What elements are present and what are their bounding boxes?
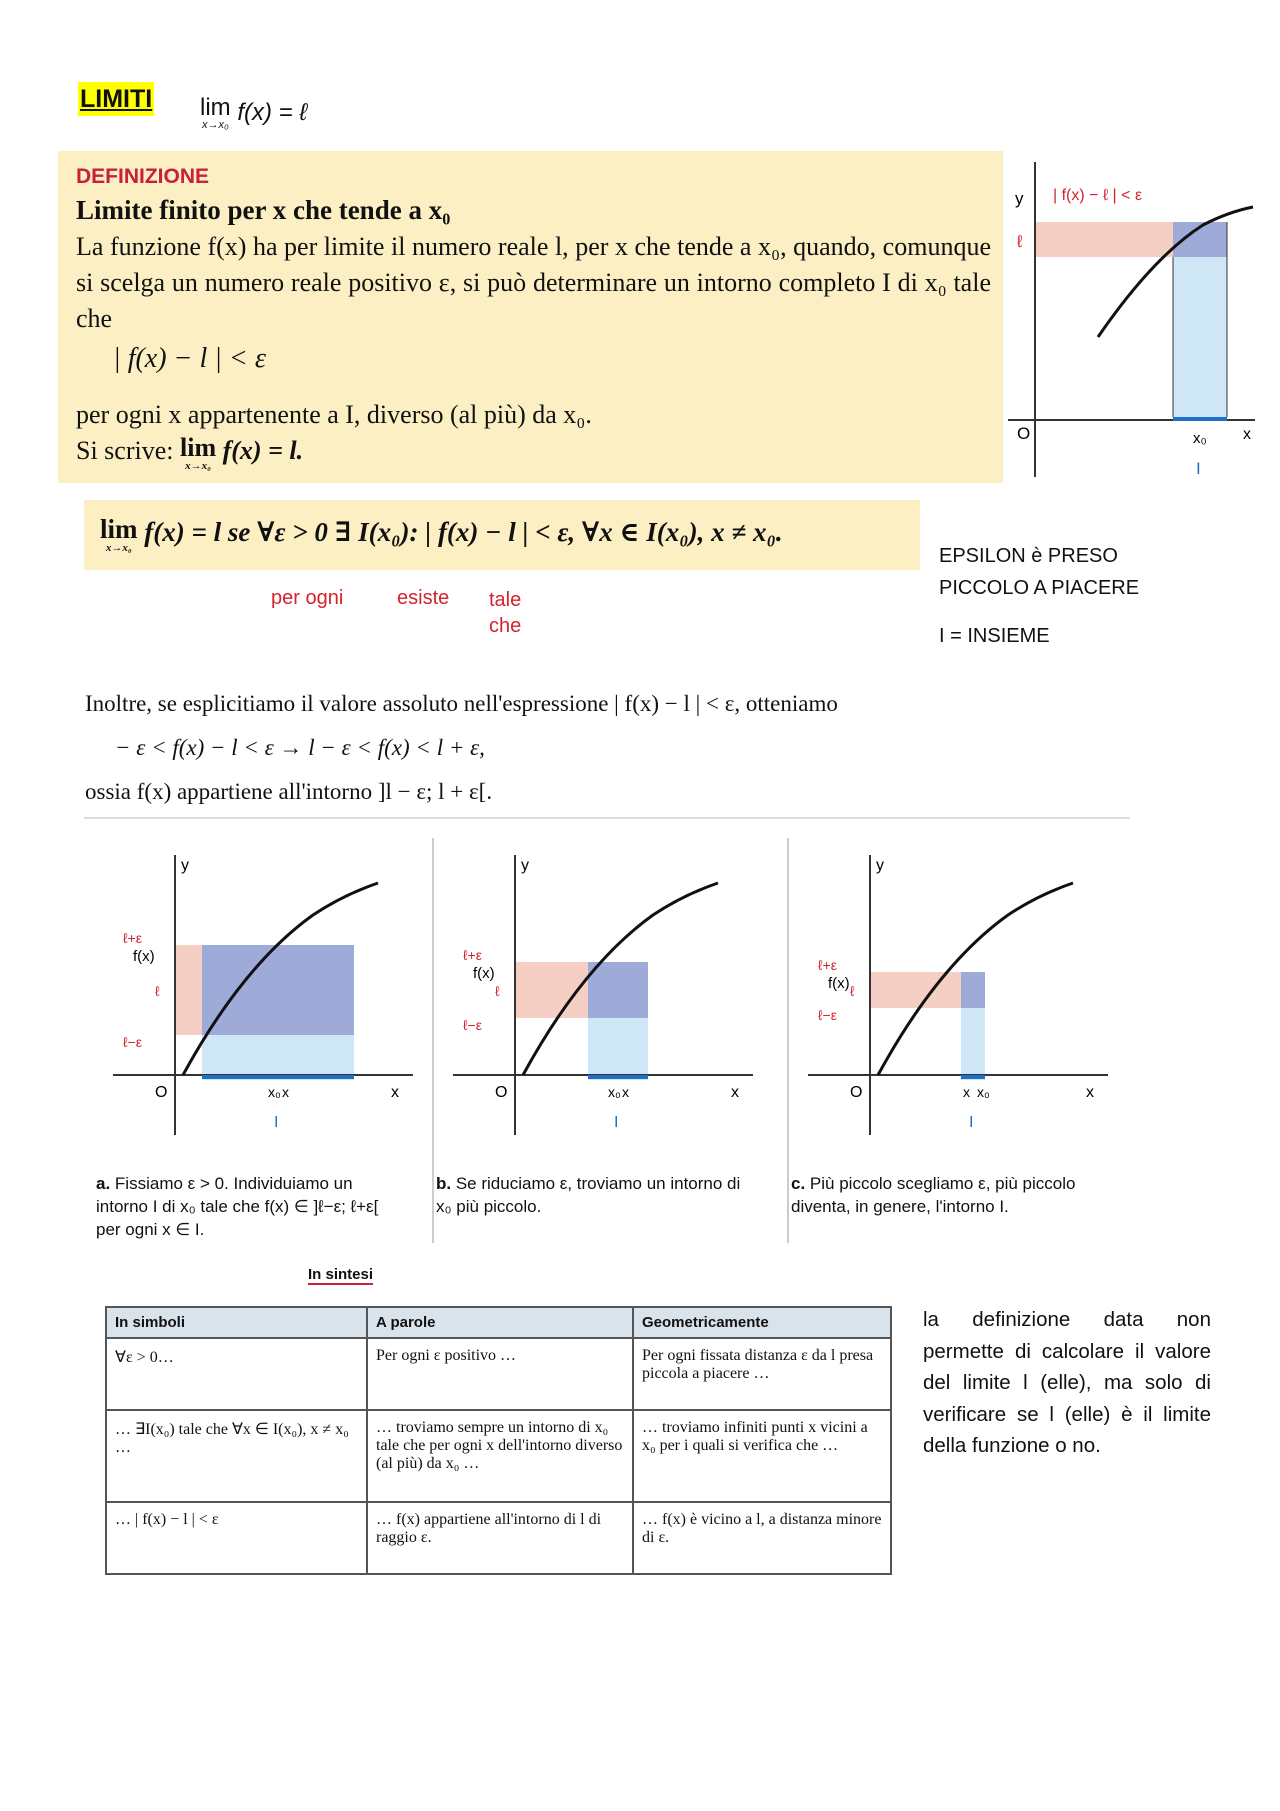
x0-label: x — [963, 1084, 970, 1100]
l-plus-eps-label: ℓ+ε — [123, 930, 142, 946]
x-point-label: x — [622, 1084, 629, 1100]
definition-label: DEFINIZIONE — [76, 165, 210, 188]
panel-caption — [436, 1172, 746, 1218]
table-cell: … ∃I(x₀) tale che ∀x ∈ I(x₀), x ≠ x₀ … — [106, 1410, 367, 1502]
note-insieme: I = INSIEME — [939, 625, 1050, 647]
l-label: ℓ — [495, 983, 500, 999]
limit-graph — [1003, 157, 1255, 512]
formal-sub: x→x₀ — [105, 542, 132, 554]
l-plus-eps-label: ℓ+ε — [463, 947, 482, 963]
x-point-label: x₀ — [977, 1084, 990, 1100]
table-cell: … f(x) appartiene all'intorno di l di raggio ε. — [367, 1502, 633, 1574]
panel-graph — [788, 845, 1108, 1135]
sintesi-title: In sintesi — [308, 1266, 374, 1283]
panel-divider — [787, 838, 789, 1243]
definition-heading: Limite finito per x che tende a x₀ — [76, 195, 451, 225]
interval-label: I — [614, 1114, 619, 1131]
formal-definition-box — [84, 500, 920, 570]
y-label: y — [876, 857, 884, 874]
annotation-esiste: esiste — [397, 587, 450, 609]
annotation-per-ogni: per ogni — [271, 587, 344, 609]
table-cell: ∀ε > 0… — [106, 1338, 367, 1410]
panel-caption — [96, 1172, 406, 1241]
y-label: y — [181, 857, 189, 874]
definition-condition: | f(x) − l | < ε — [113, 343, 266, 374]
formal-definition — [100, 516, 783, 554]
table-cell: Per ogni ε positivo … — [367, 1338, 633, 1410]
l-minus-eps-label: ℓ−ε — [123, 1034, 142, 1050]
table-cell: … f(x) è vicino a l, a distanza minore di ε. — [633, 1502, 891, 1574]
table-cell: Per ogni fissata distanza ε da l presa piccola a piacere … — [633, 1338, 891, 1410]
page-title: LIMITI — [78, 82, 154, 116]
header-parole: A parole — [367, 1307, 633, 1338]
panel-caption — [791, 1172, 1101, 1218]
caption-letter: a. — [96, 1174, 111, 1193]
interval-label: I — [274, 1114, 279, 1131]
definition-after-text: per ogni x appartenente a I, diverso (al più) da x₀. — [76, 400, 592, 429]
interval-label: I — [1196, 459, 1201, 478]
definition-after — [76, 397, 592, 472]
l-label: ℓ — [1017, 232, 1023, 251]
table-row — [106, 1410, 891, 1502]
panel-divider — [432, 838, 434, 1243]
inoltre-paragraph — [85, 682, 838, 814]
annotation-tale-che: tale che — [489, 589, 522, 637]
panel-graph — [433, 845, 753, 1135]
caption-letter: b. — [436, 1174, 452, 1193]
interval-label: I — [969, 1114, 974, 1131]
l-minus-eps-label: ℓ−ε — [818, 1007, 837, 1023]
formal-lim: lim — [100, 514, 138, 544]
caption-text: Più piccolo scegliamo ε, più piccolo diventa, in genere, l'intorno I. — [791, 1174, 1076, 1216]
writes-prefix: Si scrive: — [76, 436, 174, 465]
sintesi-table — [105, 1306, 892, 1575]
definition-box — [58, 151, 1003, 483]
fx-label: f(x) — [473, 965, 495, 982]
l-label: ℓ — [850, 983, 855, 999]
definition-body: La funzione f(x) ha per limite il numero reale l, per x che tende a x₀, quando, comunque si scelga un numero reale positivo ε, si può determinare un intorno completo I di x₀ tale che — [76, 232, 991, 333]
lim-word: lim — [200, 94, 231, 121]
caption-letter: c. — [791, 1174, 806, 1193]
fx-label: f(x) — [133, 948, 155, 965]
writes-lim: lim — [180, 432, 217, 462]
writes-sub: x→x₀ — [185, 459, 211, 472]
origin-label: O — [155, 1084, 168, 1101]
x-label: x — [731, 1084, 739, 1101]
inoltre-line: ossia f(x) appartiene all'intorno ]l − ε; l + ε[. — [85, 779, 493, 804]
x-label: x — [1086, 1084, 1094, 1101]
side-note: la definizione data non permette di calcolare il valore del limite l (elle), ma solo di verificare se l (elle) è il limite della funzione o no. — [923, 1308, 1211, 1457]
table-cell: … troviamo infiniti punti x vicini a x₀ per i quali si verifica che … — [633, 1410, 891, 1502]
epsilon-band — [1035, 222, 1173, 257]
x-label: x — [391, 1084, 399, 1101]
epsilon-label: | f(x) − ℓ | < ε — [1053, 187, 1143, 204]
lim-expr: f(x) = ℓ — [237, 98, 308, 126]
fx-label: f(x) — [828, 975, 850, 992]
table-row — [106, 1502, 891, 1574]
note-epsilon: EPSILON è PRESO PICCOLO A PIACERE — [939, 545, 1140, 599]
definition-writes — [76, 433, 592, 472]
limit-formula — [200, 96, 307, 131]
table-cell: … | f(x) − l | < ε — [106, 1502, 367, 1574]
header-geometricamente: Geometricamente — [633, 1307, 891, 1338]
inoltre-line: − ε < f(x) − l < ε → l − ε < f(x) < l + ε, — [115, 735, 485, 760]
x0-label: x₀ — [268, 1084, 281, 1100]
x0-label: x₀ — [1193, 430, 1207, 447]
table-row — [106, 1338, 891, 1410]
divider — [84, 817, 1130, 819]
l-minus-eps-label: ℓ−ε — [463, 1017, 482, 1033]
header-simboli: In simboli — [106, 1307, 367, 1338]
caption-text: Fissiamo ε > 0. Individuiamo un intorno I di x₀ tale che f(x) ∈ ]ℓ−ε; ℓ+ε[ per ogni x ∈ I. — [96, 1174, 379, 1239]
y-label: y — [1015, 189, 1024, 208]
x-point-label: x — [282, 1084, 289, 1100]
writes-expr: f(x) = l. — [222, 436, 304, 465]
y-label: y — [521, 857, 529, 874]
formal-expr: f(x) = l se ∀ε > 0 ∃ I(x₀): | f(x) − l | < ε, ∀x ∈ I(x₀), x ≠ x₀. — [144, 517, 783, 548]
l-label: ℓ — [155, 983, 160, 999]
origin-label: O — [1017, 424, 1031, 443]
table-cell: … troviamo sempre un intorno di x₀ tale che per ogni x dell'intorno diverso (al più) da x₀ … — [367, 1410, 633, 1502]
l-plus-eps-label: ℓ+ε — [818, 957, 837, 973]
caption-text: Se riduciamo ε, troviamo un intorno di x₀ più piccolo. — [436, 1174, 741, 1216]
lim-sub: x→x₀ — [202, 119, 229, 131]
origin-label: O — [495, 1084, 508, 1101]
origin-label: O — [850, 1084, 863, 1101]
inoltre-line: Inoltre, se esplicitiamo il valore assoluto nell'espressione | f(x) − l | < ε, otteniamo — [85, 691, 838, 716]
x-label: x — [1243, 426, 1251, 443]
panel-graph — [93, 845, 413, 1135]
x0-label: x₀ — [608, 1084, 621, 1100]
